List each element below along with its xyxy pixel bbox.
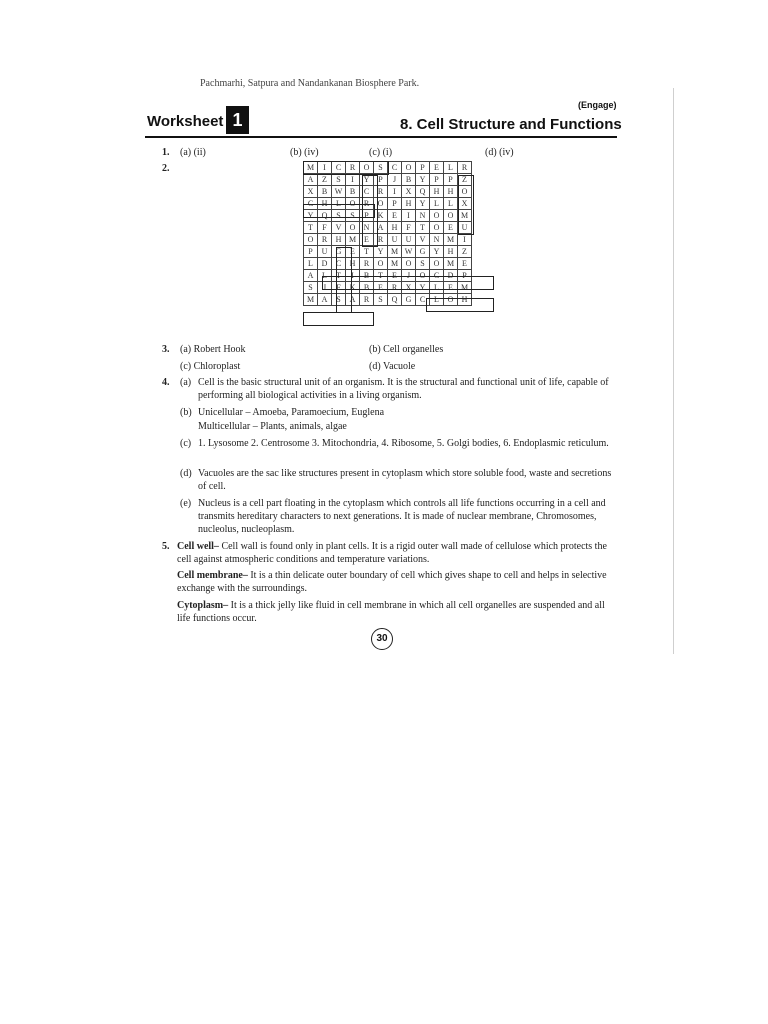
engage-label: (Engage) <box>578 100 617 110</box>
grid-cell: H <box>318 198 332 210</box>
grid-row <box>304 186 472 198</box>
grid-cell: I <box>318 162 332 174</box>
grid-cell: O <box>444 210 458 222</box>
q4-answer-b-line1: Unicellular – Amoeba, Paramoecium, Euglena <box>198 407 385 418</box>
grid-cell: X <box>402 186 416 198</box>
grid-cell: S <box>374 294 388 306</box>
grid-cell: B <box>402 174 416 186</box>
grid-cell: D <box>318 258 332 270</box>
q1-answer-d: (d) (iv) <box>485 147 514 158</box>
cytoplasm-definition: It is a thick jelly like fluid in cell membrane in which all cell organelles are suspended and all life functions occur. <box>177 600 605 624</box>
grid-row <box>304 210 472 222</box>
cell-membrane-term: Cell membrane– <box>177 570 248 581</box>
grid-cell: L <box>304 258 318 270</box>
worksheet-label: Worksheet <box>147 113 224 130</box>
grid-cell: O <box>458 186 472 198</box>
grid-cell: S <box>332 174 346 186</box>
grid-cell: K <box>346 282 360 294</box>
grid-cell: O <box>416 270 430 282</box>
grid-cell: L <box>332 198 346 210</box>
grid-row <box>304 234 472 246</box>
grid-cell: U <box>402 234 416 246</box>
grid-cell: I <box>402 210 416 222</box>
grid-cell: C <box>332 162 346 174</box>
grid-cell: H <box>402 198 416 210</box>
grid-cell: F <box>318 222 332 234</box>
grid-cell: D <box>444 270 458 282</box>
grid-cell: B <box>360 282 374 294</box>
grid-cell: A <box>318 294 332 306</box>
grid-cell: O <box>430 210 444 222</box>
grid-row <box>304 258 472 270</box>
grid-cell: G <box>416 246 430 258</box>
grid-cell: U <box>388 234 402 246</box>
cytoplasm-term: Cytoplasm– <box>177 600 229 611</box>
grid-cell: T <box>360 246 374 258</box>
worksheet-number-badge: 1 <box>226 106 249 134</box>
grid-row <box>304 270 472 282</box>
grid-cell: H <box>444 246 458 258</box>
grid-cell: E <box>346 246 360 258</box>
grid-cell: S <box>332 210 346 222</box>
grid-cell: P <box>388 198 402 210</box>
grid-cell: C <box>332 258 346 270</box>
grid-cell: V <box>416 234 430 246</box>
grid-cell: E <box>444 282 458 294</box>
grid-cell: S <box>374 162 388 174</box>
grid-cell: U <box>458 222 472 234</box>
grid-cell: B <box>346 186 360 198</box>
cell-wall-term: Cell well– <box>177 541 219 552</box>
grid-cell: M <box>458 210 472 222</box>
q1-answer-a: (a) (ii) <box>180 147 206 158</box>
grid-cell: R <box>360 198 374 210</box>
grid-cell: R <box>360 294 374 306</box>
grid-cell: N <box>416 210 430 222</box>
grid-cell: H <box>430 186 444 198</box>
grid-cell: L <box>444 162 458 174</box>
header-rule <box>145 136 617 138</box>
cell-membrane-definition: It is a thin delicate outer boundary of cell which gives shape to cell and helps in selective exchange with the surroundings. <box>177 570 607 594</box>
grid-cell: C <box>430 270 444 282</box>
grid-cell: Y <box>304 210 318 222</box>
q5-cell-wall <box>177 540 617 566</box>
grid-cell: H <box>346 258 360 270</box>
grid-cell: P <box>458 270 472 282</box>
grid-cell: W <box>402 246 416 258</box>
grid-cell: I <box>346 174 360 186</box>
grid-row <box>304 246 472 258</box>
grid-cell: H <box>444 186 458 198</box>
grid-cell: A <box>304 174 318 186</box>
grid-cell: P <box>444 174 458 186</box>
q4-answer-d: Vacuoles are the sac like structures present in cytoplasm which store soluble food, waste and secretions of cell. <box>198 468 612 492</box>
grid-cell: Y <box>360 174 374 186</box>
grid-cell: R <box>318 234 332 246</box>
page-number: 30 <box>371 628 393 650</box>
grid-cell: A <box>304 270 318 282</box>
grid-cell: T <box>304 222 318 234</box>
q4-label-e: (e) <box>180 498 192 509</box>
grid-cell: O <box>402 258 416 270</box>
grid-cell: I <box>388 186 402 198</box>
grid-cell: C <box>416 294 430 306</box>
grid-cell: L <box>430 294 444 306</box>
grid-cell: O <box>402 162 416 174</box>
grid-cell: U <box>318 246 332 258</box>
grid-cell: E <box>458 258 472 270</box>
found-word-box <box>303 312 374 326</box>
grid-cell: C <box>360 186 374 198</box>
q4-answer-e: Nucleus is a cell part floating in the cytoplasm which controls all life functions occurring in a cell and transmits hereditary characters to next generations. It is made of nuclear membrane, Chromosomes, nucleolus, nucleoplasm. <box>198 498 606 535</box>
grid-cell: O <box>430 222 444 234</box>
grid-cell: L <box>430 282 444 294</box>
q3-answer-d: (d) Vacuole <box>369 361 416 372</box>
grid-cell: Y <box>430 246 444 258</box>
grid-cell: H <box>388 222 402 234</box>
grid-cell: L <box>430 198 444 210</box>
q5-cell-membrane <box>177 569 617 595</box>
grid-cell: I <box>458 234 472 246</box>
q4-label-c: (c) <box>180 438 192 449</box>
grid-cell: R <box>458 162 472 174</box>
grid-cell: G <box>332 246 346 258</box>
grid-cell: B <box>318 186 332 198</box>
grid-cell: M <box>388 246 402 258</box>
grid-cell: O <box>360 162 374 174</box>
grid-cell: E <box>388 270 402 282</box>
chapter-title: 8. Cell Structure and Functions <box>400 116 622 133</box>
grid-cell: Y <box>416 282 430 294</box>
grid-cell: I <box>346 270 360 282</box>
grid-cell: Q <box>416 186 430 198</box>
grid-cell: P <box>416 162 430 174</box>
grid-cell: E <box>388 210 402 222</box>
grid-cell: M <box>346 234 360 246</box>
grid-cell: A <box>346 294 360 306</box>
q3-number: 3. <box>162 344 170 355</box>
q4-label-d: (d) <box>180 468 192 479</box>
grid-cell: O <box>304 234 318 246</box>
grid-cell: O <box>374 258 388 270</box>
grid-cell: M <box>444 258 458 270</box>
grid-cell: O <box>346 198 360 210</box>
grid-cell: M <box>388 258 402 270</box>
grid-row <box>304 282 472 294</box>
q4-answer-c: 1. Lysosome 2. Centrosome 3. Mitochondria, 4. Ribosome, 5. Golgi bodies, 6. Endoplasmic reticulum. <box>198 438 609 449</box>
grid-cell: M <box>304 162 318 174</box>
grid-cell: R <box>374 234 388 246</box>
grid-cell: N <box>360 222 374 234</box>
grid-cell: Y <box>374 246 388 258</box>
q2-number: 2. <box>162 163 170 174</box>
grid-cell: J <box>388 174 402 186</box>
grid-cell: O <box>374 198 388 210</box>
grid-cell: Y <box>416 174 430 186</box>
grid-cell: P <box>374 174 388 186</box>
grid-cell: C <box>388 162 402 174</box>
grid-row <box>304 174 472 186</box>
grid-cell: W <box>332 186 346 198</box>
grid-cell: O <box>346 222 360 234</box>
grid-cell: H <box>458 294 472 306</box>
grid-cell: A <box>374 222 388 234</box>
q5-number: 5. <box>162 541 170 552</box>
q4-label-a: (a) <box>180 377 192 388</box>
grid-cell: T <box>332 270 346 282</box>
grid-cell: C <box>304 198 318 210</box>
grid-cell: K <box>374 210 388 222</box>
q1-answer-b: (b) (iv) <box>290 147 319 158</box>
grid-cell: E <box>374 282 388 294</box>
grid-cell: S <box>346 210 360 222</box>
grid-cell: P <box>430 174 444 186</box>
page-edge-line <box>673 88 674 654</box>
grid-cell: P <box>360 210 374 222</box>
q4-number: 4. <box>162 377 170 388</box>
grid-cell: L <box>444 198 458 210</box>
grid-cell: Z <box>318 174 332 186</box>
q4-label-b: (b) <box>180 407 192 418</box>
grid-cell: M <box>444 234 458 246</box>
grid-cell: Q <box>318 210 332 222</box>
grid-cell: X <box>458 198 472 210</box>
grid-cell: S <box>304 282 318 294</box>
grid-cell: F <box>332 282 346 294</box>
grid-cell: L <box>318 270 332 282</box>
q5-cytoplasm <box>177 599 617 625</box>
grid-cell: T <box>416 222 430 234</box>
grid-cell: G <box>402 294 416 306</box>
q3-answer-b: (b) Cell organelles <box>369 344 444 355</box>
cell-wall-definition: Cell wall is found only in plant cells. It is a rigid outer wall made of cellulose which protects the cell against atmospheric conditions and temperature variations. <box>177 541 607 565</box>
grid-cell: R <box>360 258 374 270</box>
word-search-grid <box>303 161 472 306</box>
grid-cell: V <box>332 222 346 234</box>
grid-cell: S <box>416 258 430 270</box>
grid-cell: E <box>444 222 458 234</box>
grid-cell: T <box>374 270 388 282</box>
grid-cell: S <box>332 294 346 306</box>
q4-answer-b-line2: Multicellular – Plants, animals, algae <box>198 421 347 432</box>
grid-cell: E <box>430 162 444 174</box>
q4-answer-a: Cell is the basic structural unit of an organism. It is the structural and functional unit of life, capable of performing all biological activities in a living organism. <box>198 377 609 401</box>
grid-cell: H <box>332 234 346 246</box>
grid-cell: R <box>346 162 360 174</box>
grid-cell: X <box>304 186 318 198</box>
previous-page-fragment: Pachmarhi, Satpura and Nandankanan Biosphere Park. <box>200 78 420 89</box>
grid-cell: O <box>430 258 444 270</box>
grid-cell: J <box>318 282 332 294</box>
grid-cell: B <box>360 270 374 282</box>
grid-row <box>304 222 472 234</box>
q1-answer-c: (c) (i) <box>369 147 393 158</box>
grid-cell: Z <box>458 246 472 258</box>
grid-cell: F <box>402 222 416 234</box>
q3-answer-c: (c) Chloroplast <box>180 361 241 372</box>
grid-cell: M <box>304 294 318 306</box>
grid-cell: N <box>430 234 444 246</box>
grid-row <box>304 294 472 306</box>
grid-cell: M <box>458 282 472 294</box>
grid-cell: X <box>402 282 416 294</box>
q1-number: 1. <box>162 147 170 158</box>
grid-cell: Y <box>416 198 430 210</box>
grid-cell: P <box>304 246 318 258</box>
grid-cell: E <box>360 234 374 246</box>
grid-row <box>304 198 472 210</box>
grid-cell: Q <box>388 294 402 306</box>
grid-cell: Z <box>458 174 472 186</box>
grid-cell: J <box>402 270 416 282</box>
grid-cell: R <box>388 282 402 294</box>
grid-cell: O <box>444 294 458 306</box>
grid-cell: R <box>374 186 388 198</box>
q3-answer-a: (a) Robert Hook <box>180 344 246 355</box>
grid-row <box>304 162 472 174</box>
